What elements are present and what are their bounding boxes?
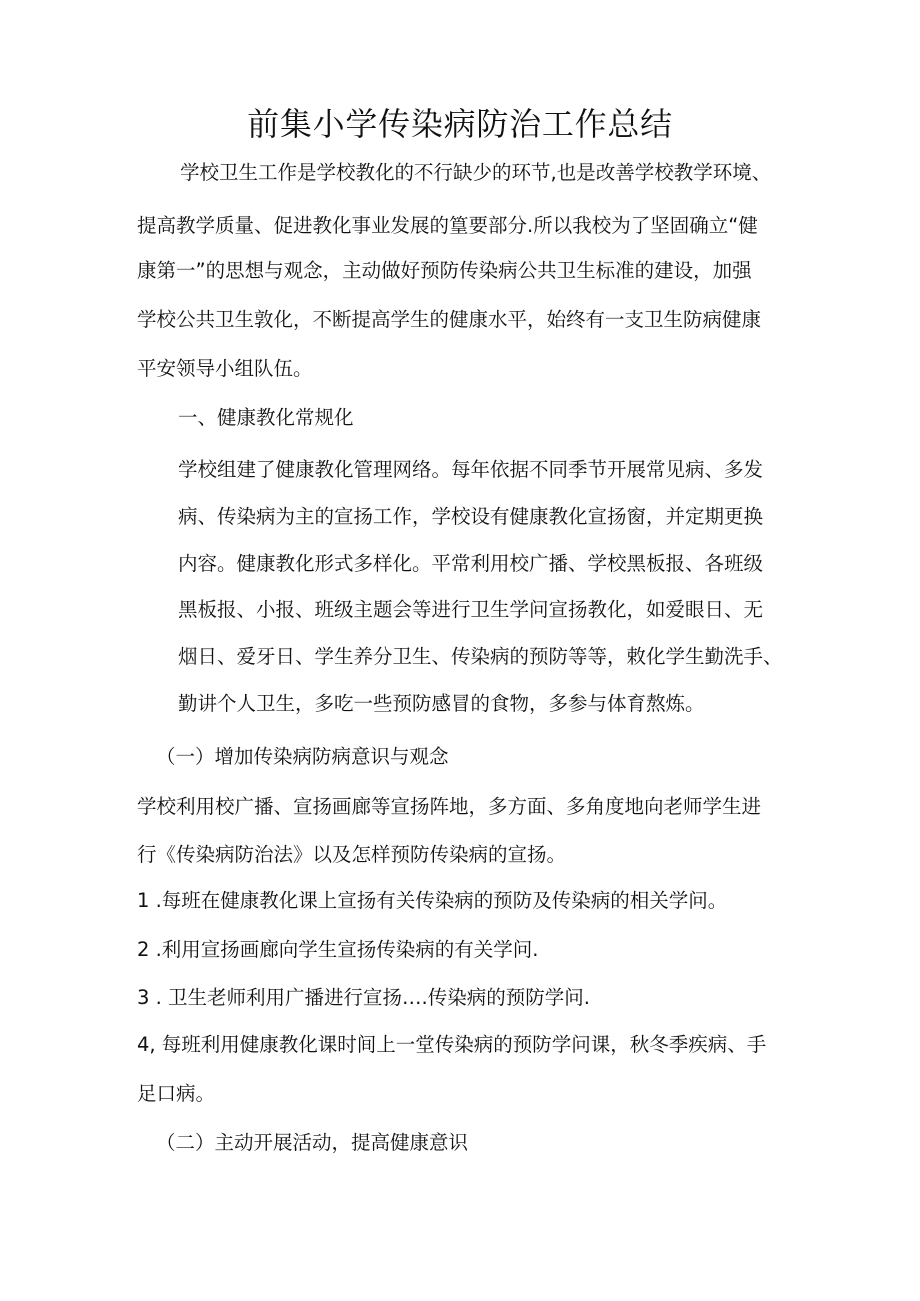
list-item: 2 .利用宣扬画廊向学生宣扬传染病的有关学问. — [137, 938, 539, 961]
intro-line: 学校卫生工作是学校教化的不行缺少的环节,也是改善学校教学环境、 — [180, 161, 772, 184]
section1-line: 内容。健康教化形式多样化。平常利用校广播、学校黑板报、各班级 — [178, 552, 764, 575]
section1-heading: 一、健康教化常规化 — [178, 406, 354, 429]
document-title: 前集小学传染病防治工作总结 — [247, 105, 673, 143]
list-item: 足口病。 — [137, 1082, 216, 1105]
list-item: 3 . 卫生老师利用广播进行宣扬….传染病的预防学问. — [137, 986, 590, 1009]
list-item: 4, 每班利用健康教化课时间上一堂传染病的预防学问课，秋冬季疾病、手 — [137, 1033, 767, 1056]
intro-line: 平安领导小组队伍。 — [137, 357, 313, 380]
intro-line: 提高教学质量、促进教化事业发展的篁要部分.所以我校为了坚固确立“健 — [137, 214, 758, 237]
section1-line: 黑板报、小报、班级主题会等进行卫生学问宣扬教化，如爱眼日、无 — [178, 598, 764, 621]
section1-line: 勤讲个人卫生，多吃一些预防感冒的食物，多参与体育熬炼。 — [178, 692, 705, 715]
intro-line: 康第一”的思想与观念，主动做好预防传染病公共卫生标准的建设，加强 — [137, 259, 752, 282]
section1-line: 病、传染病为主的宣扬工作，学校设有健康教化宣扬窗，并定期更换 — [178, 505, 764, 528]
subsection2-heading: （二）主动开展活动，提高健康意识 — [156, 1131, 469, 1154]
list-item: 1 .每班在健康教化课上宣扬有关传染病的预防及传染病的相关学问。 — [137, 889, 728, 912]
subsection1-heading: （一）增加传染病防病意识与观念 — [156, 745, 449, 768]
section1-line: 学校组建了健康教化管理网络。每年依据不同季节开展常见病、多发 — [178, 458, 764, 481]
section1-line: 烟日、爱牙日、学生养分卫生、传染病的预防等等，敕化学生勤洗手、 — [178, 645, 783, 668]
intro-line: 学校公共卫生敦化，不断提高学生的健康水平，始终有一支卫生防病健康 — [137, 308, 762, 331]
subsection1-line: 行《传染病防治法》以及怎样预防传染病的宣扬。 — [137, 843, 567, 866]
subsection1-line: 学校利用校广播、宣扬画廊等宣扬阵地，多方面、多角度地向老师学生进 — [137, 795, 762, 818]
